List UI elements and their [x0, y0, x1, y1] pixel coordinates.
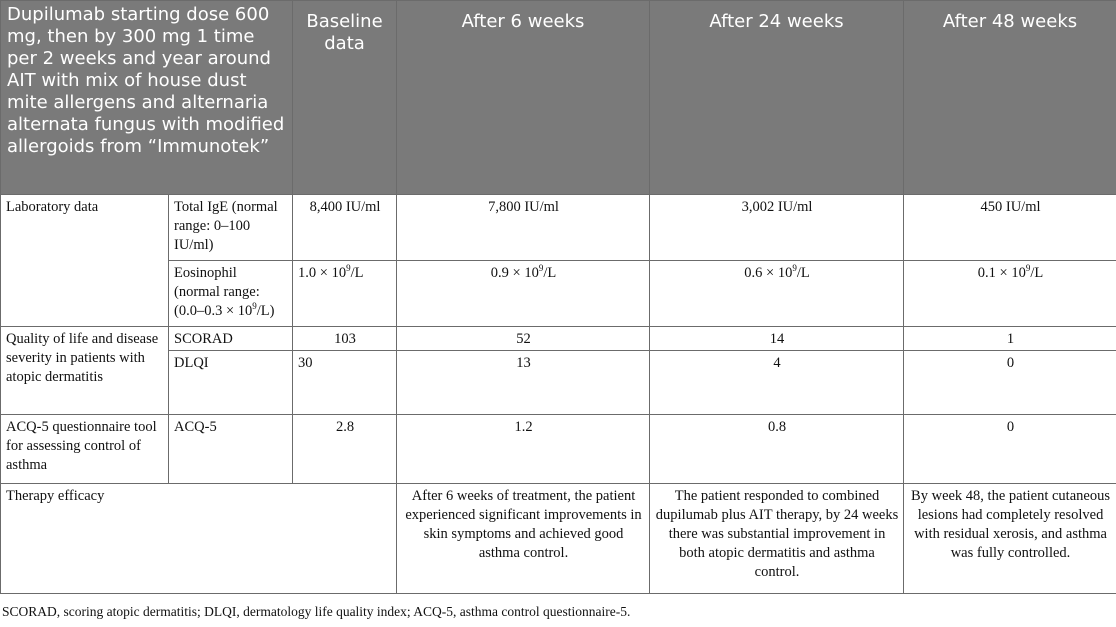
eos-exp: 9 — [346, 263, 351, 274]
scorad-week24: 14 — [650, 327, 904, 351]
table-row — [1, 261, 1116, 327]
scorad-label: SCORAD — [169, 327, 293, 351]
eos-unit: /L — [350, 265, 364, 281]
group-qol: Quality of life and disease severity in patients with atopic dermatitis — [1, 327, 169, 415]
acq-week48: 0 — [904, 415, 1116, 484]
efficacy-label: Therapy efficacy — [1, 484, 397, 594]
acq-week24: 0.8 — [650, 415, 904, 484]
eos-baseline — [293, 261, 397, 327]
eos-unit: /L — [1030, 265, 1044, 281]
eos-week6 — [397, 261, 650, 327]
ige-week24: 3,002 IU/ml — [650, 195, 904, 261]
header-week48: After 48 weeks — [904, 1, 1116, 195]
header-week6: After 6 weeks — [397, 1, 650, 195]
eos-week48 — [904, 261, 1116, 327]
header-row — [1, 1, 1116, 195]
dlqi-week24: 4 — [650, 351, 904, 415]
scorad-week48: 1 — [904, 327, 1116, 351]
eos-exp: 9 — [538, 263, 544, 274]
scorad-week6: 52 — [397, 327, 650, 351]
table-row — [1, 484, 1116, 594]
dlqi-week48: 0 — [904, 351, 1116, 415]
table-row — [1, 415, 1116, 484]
table-footnote: SCORAD, scoring atopic dermatitis; DLQI, dermatology life quality index; ACQ-5, asthma control questionnaire-5. — [2, 604, 631, 619]
header-week24: After 24 weeks — [650, 1, 904, 195]
eos-base: 0.9 × 10 — [490, 265, 539, 281]
acq-baseline: 2.8 — [293, 415, 397, 484]
table-row — [1, 195, 1116, 261]
eos-week24 — [650, 261, 904, 327]
eos-range-prefix: (normal range: (0.0–0.3 × 10 — [174, 284, 260, 319]
ige-baseline: 8,400 IU/ml — [293, 195, 397, 261]
eos-label-text: Eosinophil — [174, 265, 237, 281]
eos-unit: /L — [543, 265, 557, 281]
eos-exp: 9 — [1025, 263, 1031, 274]
header-treatment: Dupilumab starting dose 600 mg, then by 300 mg 1 time per 2 weeks and year around AIT with mix of house dust mite allergens and alternaria alternata fungus with modified allergoids from “Immunotek” — [1, 1, 293, 195]
dlqi-week6: 13 — [397, 351, 650, 415]
eos-base: 1.0 × 10 — [298, 265, 347, 281]
efficacy-week6: After 6 weeks of treatment, the patient experienced significant improvements in skin symptoms and achieved good asthma control. — [397, 484, 650, 594]
scorad-baseline: 103 — [293, 327, 397, 351]
group-lab: Laboratory data — [1, 195, 169, 327]
eos-exp: 9 — [792, 263, 797, 274]
group-acq: ACQ-5 questionnaire tool for assessing control of asthma — [1, 415, 169, 484]
eos-base: 0.6 × 10 — [744, 265, 793, 281]
acq-label: ACQ-5 — [169, 415, 293, 484]
eos-range-exp: 9 — [252, 301, 257, 312]
table-row — [1, 327, 1116, 351]
efficacy-week48: By week 48, the patient cutaneous lesions had completely resolved with residual xerosis, and asthma was fully controlled. — [904, 484, 1116, 594]
dlqi-label: DLQI — [169, 351, 293, 415]
header-baseline: Baseline data — [293, 1, 397, 195]
eos-base: 0.1 × 10 — [977, 265, 1026, 281]
eos-unit: /L — [796, 265, 810, 281]
dlqi-baseline: 30 — [293, 351, 397, 415]
table-row — [1, 351, 1116, 415]
eos-label — [169, 261, 293, 327]
ige-week6: 7,800 IU/ml — [397, 195, 650, 261]
ige-week48: 450 IU/ml — [904, 195, 1116, 261]
eos-range-suffix: /L) — [256, 303, 275, 319]
ige-label: Total IgE (normal range: 0–100 IU/ml) — [169, 195, 293, 261]
acq-week6: 1.2 — [397, 415, 650, 484]
efficacy-week24: The patient responded to combined dupilumab plus AIT therapy, by 24 weeks there was substantial improvement in both atopic dermatitis and asthma control. — [650, 484, 904, 594]
